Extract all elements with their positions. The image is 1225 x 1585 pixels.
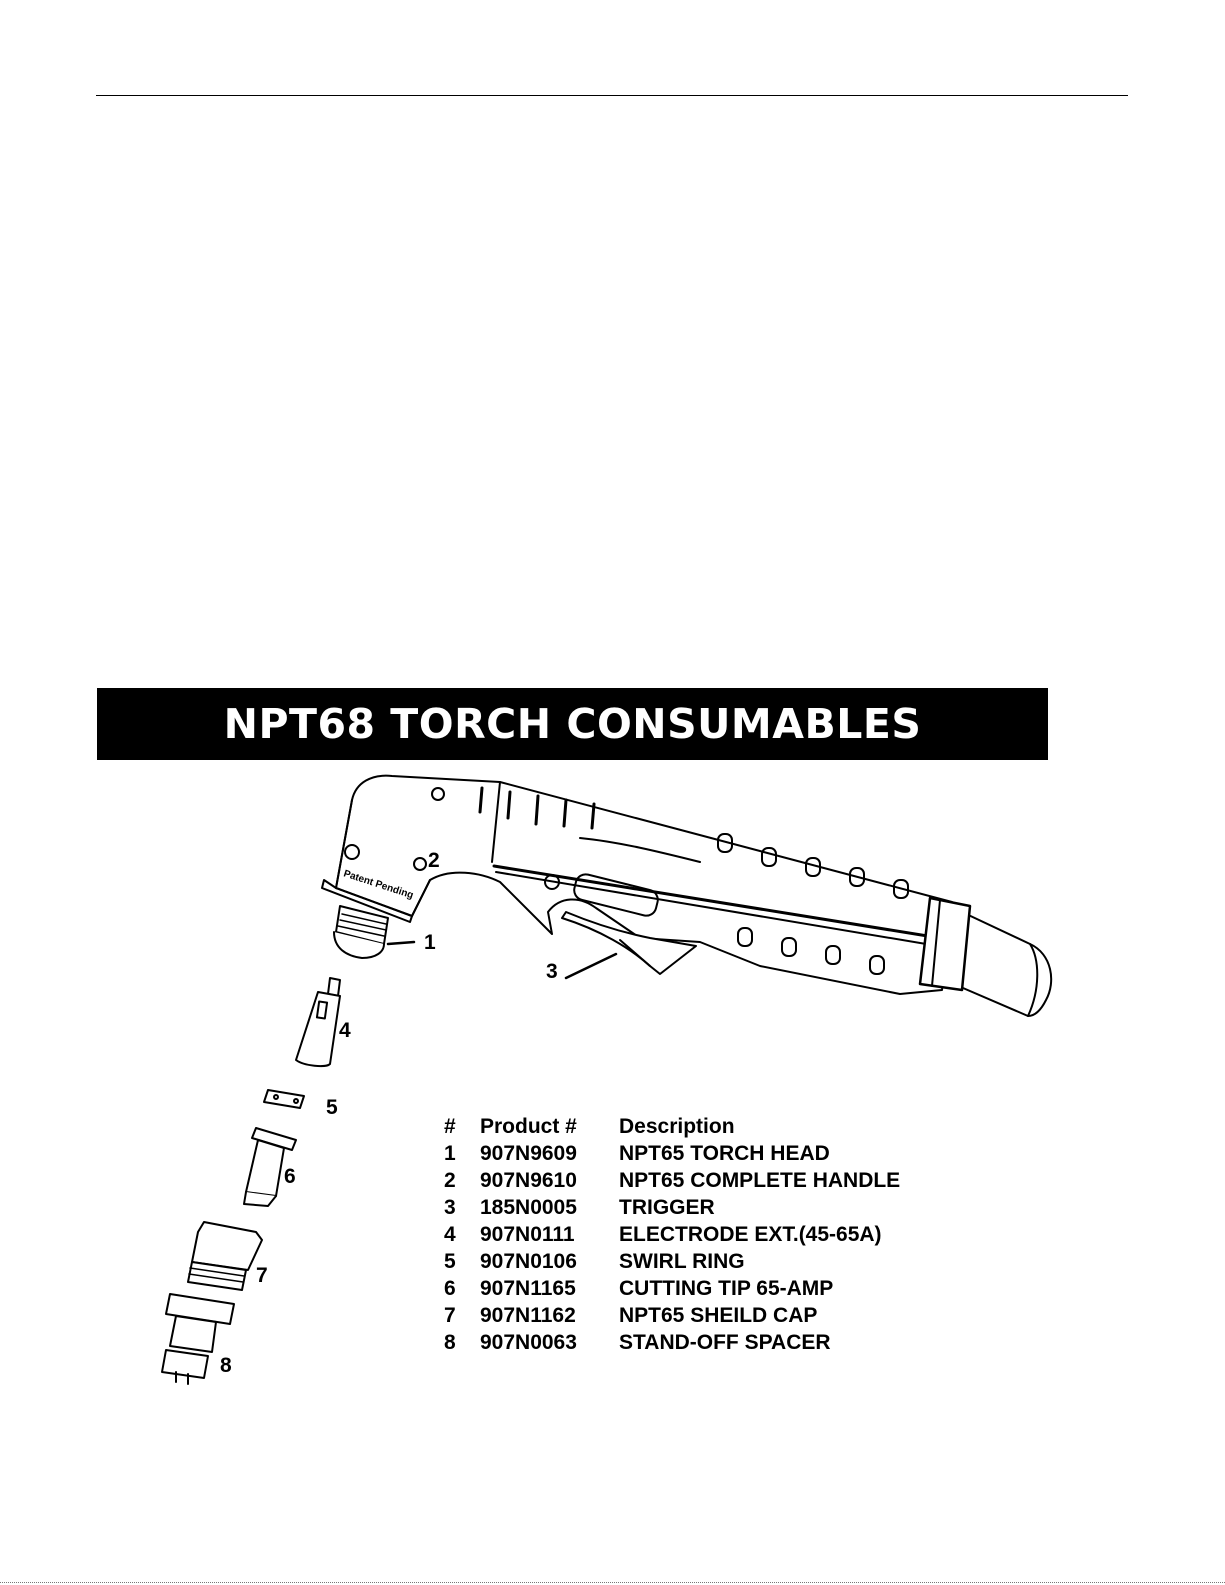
row-description: ELECTRODE EXT.(45-65A) xyxy=(619,1222,882,1246)
callout-2: 2 xyxy=(428,849,440,872)
row-num: 6 xyxy=(444,1276,456,1300)
page-bottom-edge xyxy=(0,1582,1225,1583)
row-num: 4 xyxy=(444,1222,456,1246)
table-row xyxy=(444,1194,959,1221)
callout-7: 7 xyxy=(256,1264,268,1287)
row-product: 907N0063 xyxy=(480,1330,577,1354)
row-product: 907N9610 xyxy=(480,1168,577,1192)
callout-8: 8 xyxy=(220,1354,232,1377)
row-description: STAND-OFF SPACER xyxy=(619,1330,831,1354)
row-description: CUTTING TIP 65-AMP xyxy=(619,1276,834,1300)
leader-1 xyxy=(388,942,414,944)
callout-6: 6 xyxy=(284,1165,296,1188)
callout-4: 4 xyxy=(339,1019,351,1042)
callout-3: 3 xyxy=(546,960,558,983)
table-row xyxy=(444,1302,959,1329)
row-num: 5 xyxy=(444,1249,456,1273)
header-num: # xyxy=(444,1114,456,1138)
row-num: 8 xyxy=(444,1330,456,1354)
row-product: 907N9609 xyxy=(480,1141,577,1165)
table-row xyxy=(444,1221,959,1248)
row-product: 907N0106 xyxy=(480,1249,577,1273)
row-description: TRIGGER xyxy=(619,1195,715,1219)
row-description: NPT65 SHEILD CAP xyxy=(619,1303,818,1327)
callout-5: 5 xyxy=(326,1096,338,1119)
row-num: 7 xyxy=(444,1303,456,1327)
patent-imprint: Patent Pending xyxy=(342,868,415,902)
table-header-row xyxy=(444,1113,959,1140)
table-row xyxy=(444,1248,959,1275)
part-7-shape xyxy=(188,1222,262,1290)
row-description: NPT65 COMPLETE HANDLE xyxy=(619,1168,901,1192)
table-row xyxy=(444,1167,959,1194)
table-row xyxy=(444,1329,959,1356)
part-1-shape xyxy=(334,906,388,958)
table-row xyxy=(444,1140,959,1167)
part-4-shape xyxy=(296,978,340,1066)
part-5-shape xyxy=(264,1090,304,1108)
row-description: SWIRL RING xyxy=(619,1249,745,1273)
row-product: 907N0111 xyxy=(480,1222,575,1246)
row-product: 907N1162 xyxy=(480,1303,576,1327)
cable xyxy=(956,912,1051,1016)
leader-3 xyxy=(566,954,616,978)
header-description: Description xyxy=(619,1114,735,1138)
row-product: 185N0005 xyxy=(480,1195,577,1219)
callout-1: 1 xyxy=(424,931,436,954)
row-description: NPT65 TORCH HEAD xyxy=(619,1141,830,1165)
header-product: Product # xyxy=(480,1114,577,1138)
parts-table xyxy=(444,1113,959,1356)
row-product: 907N1165 xyxy=(480,1276,576,1300)
banner-title: NPT68 TORCH CONSUMABLES xyxy=(223,700,922,748)
row-num: 3 xyxy=(444,1195,456,1219)
row-num: 2 xyxy=(444,1168,456,1192)
table-row xyxy=(444,1275,959,1302)
row-num: 1 xyxy=(444,1141,456,1165)
